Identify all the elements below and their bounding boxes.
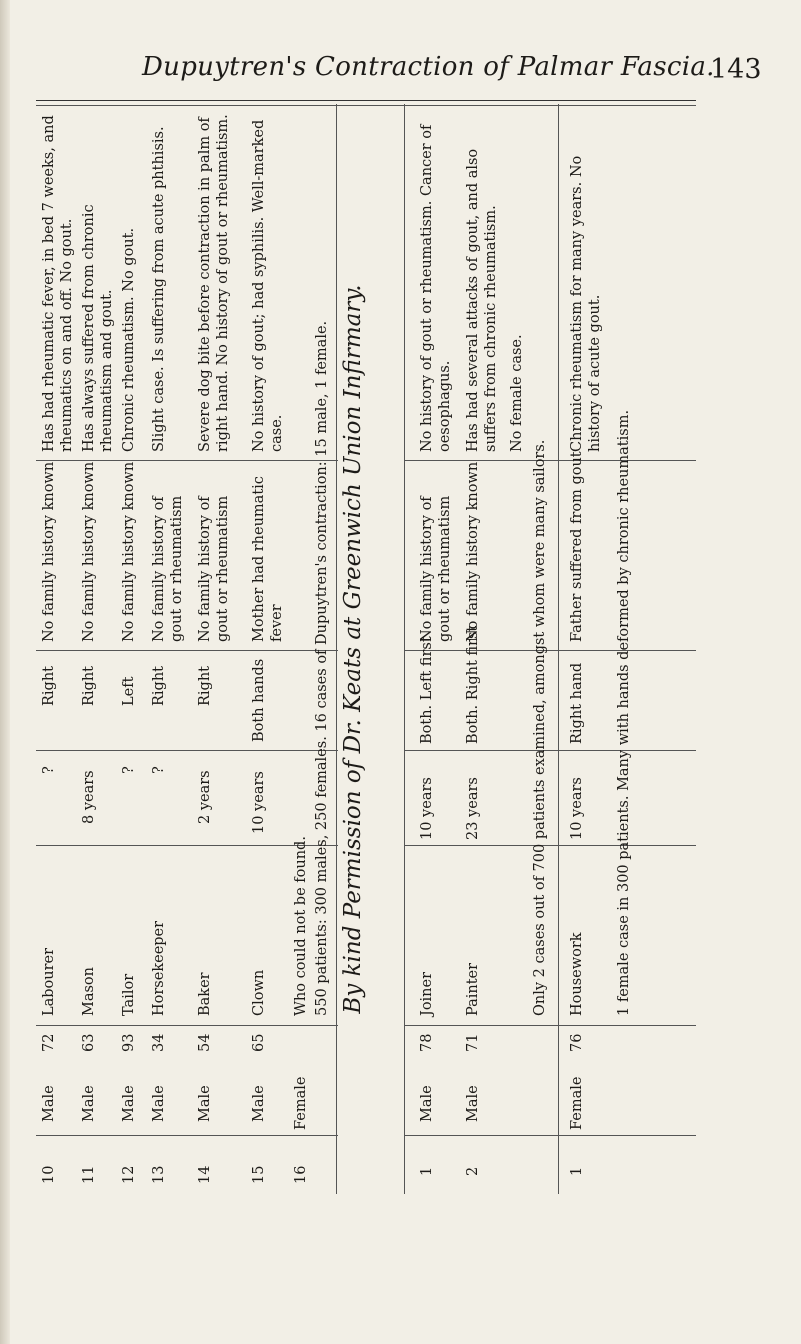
row-age: 34	[151, 1033, 167, 1052]
row-occupation: Tailor	[121, 973, 137, 1016]
row-duration: 10 years	[419, 777, 435, 840]
row-number: 1	[569, 1166, 585, 1176]
row-age: 65	[251, 1033, 267, 1052]
table-b	[336, 104, 696, 1194]
row-number: 13	[151, 1165, 167, 1184]
row-age: 93	[121, 1033, 137, 1052]
row-sex: Male	[151, 1085, 167, 1122]
header-rule	[36, 100, 696, 101]
section-b-summary: Only 2 cases out of 700 patients examined, amongst whom were many sailors.	[532, 439, 548, 1016]
row-family: No family history of gout or rheumatism	[197, 495, 231, 642]
row-family: Father suffered from gout	[569, 451, 585, 642]
row-duration: ?	[41, 766, 57, 774]
column-divider	[404, 650, 696, 651]
row-remarks: No history of gout or rheumatism. Cancer of oesophagus.	[419, 124, 453, 452]
row-hand: Right hand	[569, 662, 585, 744]
row-sex: Male	[465, 1085, 481, 1122]
row-occupation: Mason	[81, 966, 97, 1016]
row-sex: Male	[121, 1085, 137, 1122]
column-divider	[36, 1135, 338, 1136]
column-divider	[404, 750, 696, 751]
row-family: No family history of gout or rheumatism	[151, 495, 185, 642]
column-divider	[404, 460, 696, 461]
page-header	[0, 52, 801, 102]
row-hand: Both hands	[251, 658, 267, 742]
row-remarks: Has had rheumatic fever, in bed 7 weeks, and rheumatics on and off. No gout.	[41, 115, 75, 452]
row-duration: 10 years	[251, 771, 267, 834]
no-female-note: No female case.	[509, 334, 525, 452]
row-family: No family history known	[81, 461, 97, 642]
row-sex: Male	[41, 1085, 57, 1122]
row-number: 12	[121, 1165, 137, 1184]
row-remarks: Has always suffered from chronic rheumatism and gout.	[81, 204, 115, 452]
row-age: 78	[419, 1033, 435, 1052]
row-occupation: Baker	[197, 972, 213, 1016]
row-number: 2	[465, 1166, 481, 1176]
page-edge	[0, 0, 10, 1344]
row-number: 1	[419, 1166, 435, 1176]
row-age: 63	[81, 1033, 97, 1052]
row-hand: Left	[121, 676, 137, 706]
column-divider	[404, 1025, 696, 1026]
row-duration: 10 years	[569, 777, 585, 840]
row-family: No family history of gout or rheumatism	[419, 495, 453, 642]
column-divider	[404, 845, 696, 846]
row-occupation: Painter	[465, 962, 481, 1016]
rotated-table	[36, 104, 696, 1194]
row-hand: Right	[151, 665, 167, 706]
row-occupation: Clown	[251, 969, 267, 1016]
row-number: 15	[251, 1165, 267, 1184]
row-sex: Female	[293, 1076, 309, 1130]
row-family: No family history known	[41, 461, 57, 642]
column-divider	[36, 1025, 338, 1026]
row-occupation: Horsekeeper	[151, 920, 167, 1016]
column-divider	[36, 650, 338, 651]
row-duration: ?	[151, 766, 167, 774]
section-rule	[336, 104, 337, 1194]
row-duration: 8 years	[81, 770, 97, 824]
table-a	[36, 104, 338, 1194]
row-remarks: Chronic rheumatism for many years. No history of acute gout.	[569, 155, 603, 452]
row-remarks: Has had several attacks of gout, and also suffers from chronic rheumatism.	[465, 148, 499, 452]
row-age: 71	[465, 1033, 481, 1052]
row-hand: Right	[197, 665, 213, 706]
column-divider	[36, 750, 338, 751]
running-title: Dupuytren's Contraction of Palmar Fascia.	[142, 52, 715, 82]
row-duration: 23 years	[465, 777, 481, 840]
section-rule	[558, 104, 559, 1194]
row-number: 14	[197, 1165, 213, 1184]
table-a-summary: 550 patients: 300 males, 250 females. 16 cases of Dupuytren's contraction: 15 male, 1 female.	[314, 320, 330, 1016]
row-remarks: Slight case. Is suffering from acute phthisis.	[151, 126, 167, 452]
row-age: 72	[41, 1033, 57, 1052]
row-hand: Right	[41, 665, 57, 706]
row-sex: Female	[569, 1076, 585, 1130]
row-duration: ?	[121, 766, 137, 774]
row-sex: Male	[251, 1085, 267, 1122]
column-divider	[36, 105, 338, 106]
column-divider	[336, 105, 696, 106]
section-rule	[404, 104, 405, 1194]
row-occupation: Labourer	[41, 947, 57, 1016]
row-sex: Male	[81, 1085, 97, 1122]
row-sex: Male	[419, 1085, 435, 1122]
section-heading: By kind Permission of Dr. Keats at Greenwich Union Infirmary.	[340, 284, 366, 1014]
page-number: 143	[710, 54, 762, 85]
row-family: No family history known	[465, 461, 481, 642]
row-hand: Both. Right first	[465, 625, 481, 744]
row-remarks: No history of gout; had syphilis. Well-marked case.	[251, 119, 285, 452]
row-age: 54	[197, 1033, 213, 1052]
row-family: Mother had rheumatic fever	[251, 476, 285, 642]
section-b-summary-2: 1 female case in 300 patients. Many with hands deformed by chronic rheumatism.	[616, 409, 632, 1016]
row-duration: 2 years	[197, 770, 213, 824]
row-age: 76	[569, 1033, 585, 1052]
row-occupation: Joiner	[419, 971, 435, 1016]
row-number: 16	[293, 1165, 309, 1184]
row-hand: Right	[81, 665, 97, 706]
row-family: No family history known	[121, 461, 137, 642]
row-number: 11	[81, 1165, 97, 1184]
row-remarks: Chronic rheumatism. No gout.	[121, 227, 137, 452]
row-occupation: Housework	[569, 932, 585, 1016]
row-remarks: Severe dog bite before contraction in palm of right hand. No history of gout or rheumatism.	[197, 114, 231, 452]
row-number: 10	[41, 1165, 57, 1184]
column-divider	[404, 1135, 696, 1136]
row-hand: Both. Left first	[419, 636, 435, 744]
row-occupation: Who could not be found.	[293, 836, 309, 1016]
row-sex: Male	[197, 1085, 213, 1122]
